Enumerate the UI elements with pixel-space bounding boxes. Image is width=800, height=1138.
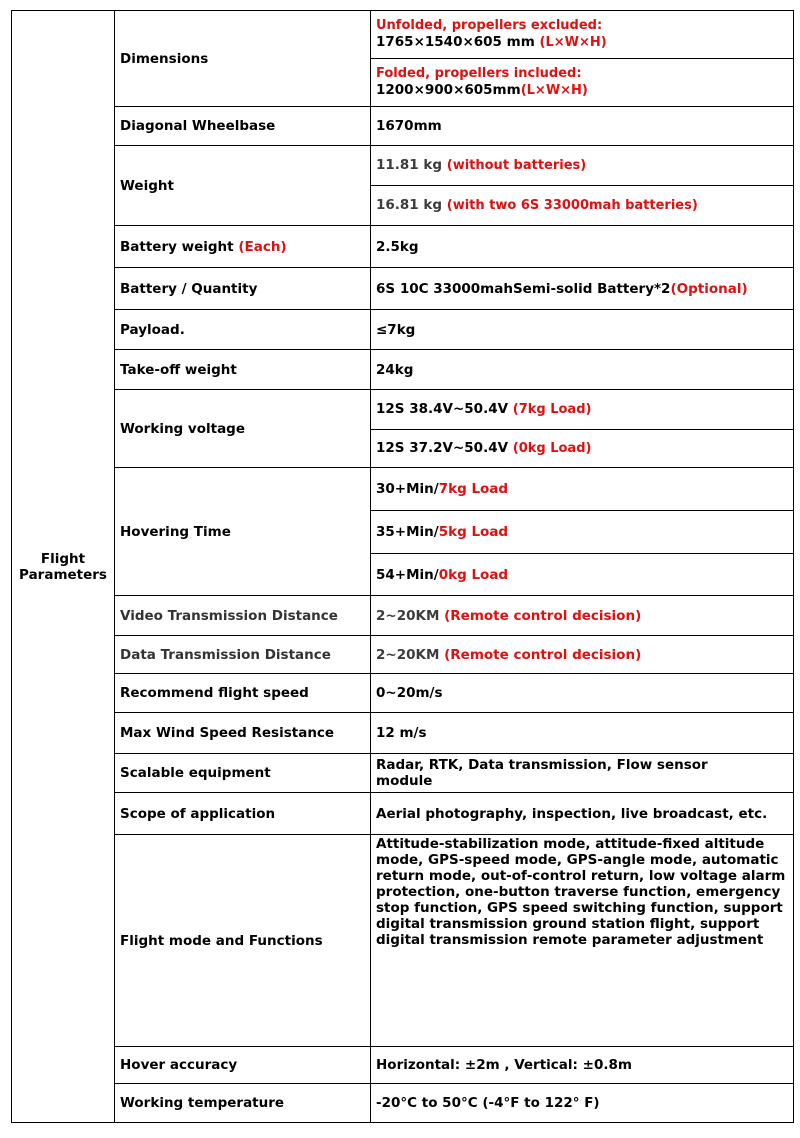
battery-quantity-value — [371, 268, 794, 310]
weight-v1: 11.81 kg — [376, 157, 443, 173]
table-row — [12, 146, 794, 186]
hover-time-v2: 35+Min/ — [376, 524, 439, 540]
hover-time-v2-note: 5kg Load — [438, 524, 509, 540]
table-row — [12, 835, 794, 1047]
scope-value: Aerial photography, inspection, live broadcast, etc. — [371, 793, 794, 835]
video-tx-text: 2~20KM — [376, 607, 440, 624]
video-tx-value — [371, 596, 794, 636]
hover-time-value-2 — [371, 511, 794, 554]
voltage-label: Working voltage — [115, 390, 371, 468]
hover-time-v1: 30+Min/ — [376, 481, 439, 497]
takeoff-label: Take-off weight — [115, 350, 371, 390]
flight-speed-value: 0~20m/s — [371, 674, 794, 713]
data-tx-value — [371, 636, 794, 674]
hover-accuracy-value: Horizontal: ±2m , Vertical: ±0.8m — [371, 1047, 794, 1084]
table-row — [12, 310, 794, 350]
takeoff-value: 24kg — [371, 350, 794, 390]
table-row — [12, 11, 794, 59]
weight-v2-note: (with two 6S 33000mah batteries) — [446, 198, 698, 213]
scope-label: Scope of application — [115, 793, 371, 835]
battery-weight-note: (Each) — [238, 238, 287, 255]
scalable-value: Radar, RTK, Data transmission, Flow sensor module — [371, 754, 794, 793]
hover-time-v3-note: 0kg Load — [438, 566, 509, 583]
scalable-label: Scalable equipment — [115, 754, 371, 793]
dimensions-unfolded — [371, 11, 794, 59]
folded-note: Folded, propellers included: — [376, 66, 582, 81]
table-row — [12, 596, 794, 636]
table-row — [12, 754, 794, 793]
hover-accuracy-label: Hover accuracy — [115, 1047, 371, 1084]
unfolded-note: Unfolded, propellers excluded: — [376, 18, 603, 33]
video-tx-label: Video Transmission Distance — [115, 596, 371, 636]
dimensions-folded — [371, 59, 794, 107]
weight-v2: 16.81 kg — [376, 197, 443, 213]
weight-value-1 — [371, 146, 794, 186]
hover-time-value-3 — [371, 554, 794, 596]
weight-label: Weight — [115, 146, 371, 226]
payload-value: ≤7kg — [371, 310, 794, 350]
weight-v1-note: (without batteries) — [446, 158, 587, 173]
table-row — [12, 636, 794, 674]
table-row — [12, 226, 794, 268]
wheelbase-label: Diagonal Wheelbase — [115, 107, 371, 146]
voltage-value-1 — [371, 390, 794, 430]
table-row — [12, 350, 794, 390]
wind-value: 12 m/s — [371, 713, 794, 754]
dimensions-label: Dimensions — [115, 11, 371, 107]
voltage-v1: 12S 38.4V~50.4V — [376, 401, 509, 417]
table-row — [12, 674, 794, 713]
data-tx-note: (Remote control decision) — [444, 646, 642, 663]
voltage-value-2 — [371, 430, 794, 468]
folded-value: 1200×900×605mm — [376, 82, 521, 98]
battery-quantity-note: (Optional) — [670, 280, 748, 297]
group-label: Flight Parameters — [12, 11, 115, 1123]
table-row — [12, 390, 794, 430]
battery-weight-text: Battery weight — [120, 238, 234, 255]
weight-value-2 — [371, 186, 794, 226]
flight-parameters-table — [11, 10, 794, 1123]
modes-value — [371, 835, 794, 1047]
voltage-v2-note: (0kg Load) — [512, 441, 592, 456]
wheelbase-value: 1670mm — [371, 107, 794, 146]
battery-weight-label — [115, 226, 371, 268]
modes-label: Flight mode and Functions — [115, 835, 371, 1047]
table-row — [12, 268, 794, 310]
table-row — [12, 793, 794, 835]
battery-quantity-label: Battery / Quantity — [115, 268, 371, 310]
table-row — [12, 468, 794, 511]
data-tx-label: Data Transmission Distance — [115, 636, 371, 674]
hover-time-v1-note: 7kg Load — [438, 481, 509, 497]
folded-unit: (L×W×H) — [520, 83, 588, 98]
video-tx-note: (Remote control decision) — [444, 607, 642, 624]
voltage-v1-note: (7kg Load) — [512, 402, 592, 417]
table-row — [12, 1084, 794, 1123]
hover-time-value-1 — [371, 468, 794, 511]
table-row — [12, 1047, 794, 1084]
temperature-label: Working temperature — [115, 1084, 371, 1123]
hover-time-label: Hovering Time — [115, 468, 371, 596]
wind-label: Max Wind Speed Resistance — [115, 713, 371, 754]
hover-time-v3: 54+Min/ — [376, 566, 439, 583]
flight-speed-label: Recommend flight speed — [115, 674, 371, 713]
table-row — [12, 713, 794, 754]
temperature-value: -20°C to 50°C (-4°F to 122° F) — [371, 1084, 794, 1123]
payload-label: Payload. — [115, 310, 371, 350]
voltage-v2: 12S 37.2V~50.4V — [376, 440, 509, 456]
battery-weight-value: 2.5kg — [371, 226, 794, 268]
unfolded-value: 1765×1540×605 mm — [376, 34, 535, 50]
table-row — [12, 107, 794, 146]
unfolded-unit: (L×W×H) — [539, 35, 607, 50]
data-tx-text: 2~20KM — [376, 646, 440, 663]
battery-quantity-text: 6S 10C 33000mahSemi-solid Battery*2 — [376, 280, 671, 297]
modes-text: Attitude-stabilization mode, attitude-fixed altitude mode, GPS-speed mode, GPS-angle mode, automatic return mode, out-of-control return, low voltage alarm protection, one-button traverse function, emergency stop function, GPS speed switching function, support digital transmission ground station flight, support digital transmission remote parameter adjustment — [376, 835, 786, 948]
